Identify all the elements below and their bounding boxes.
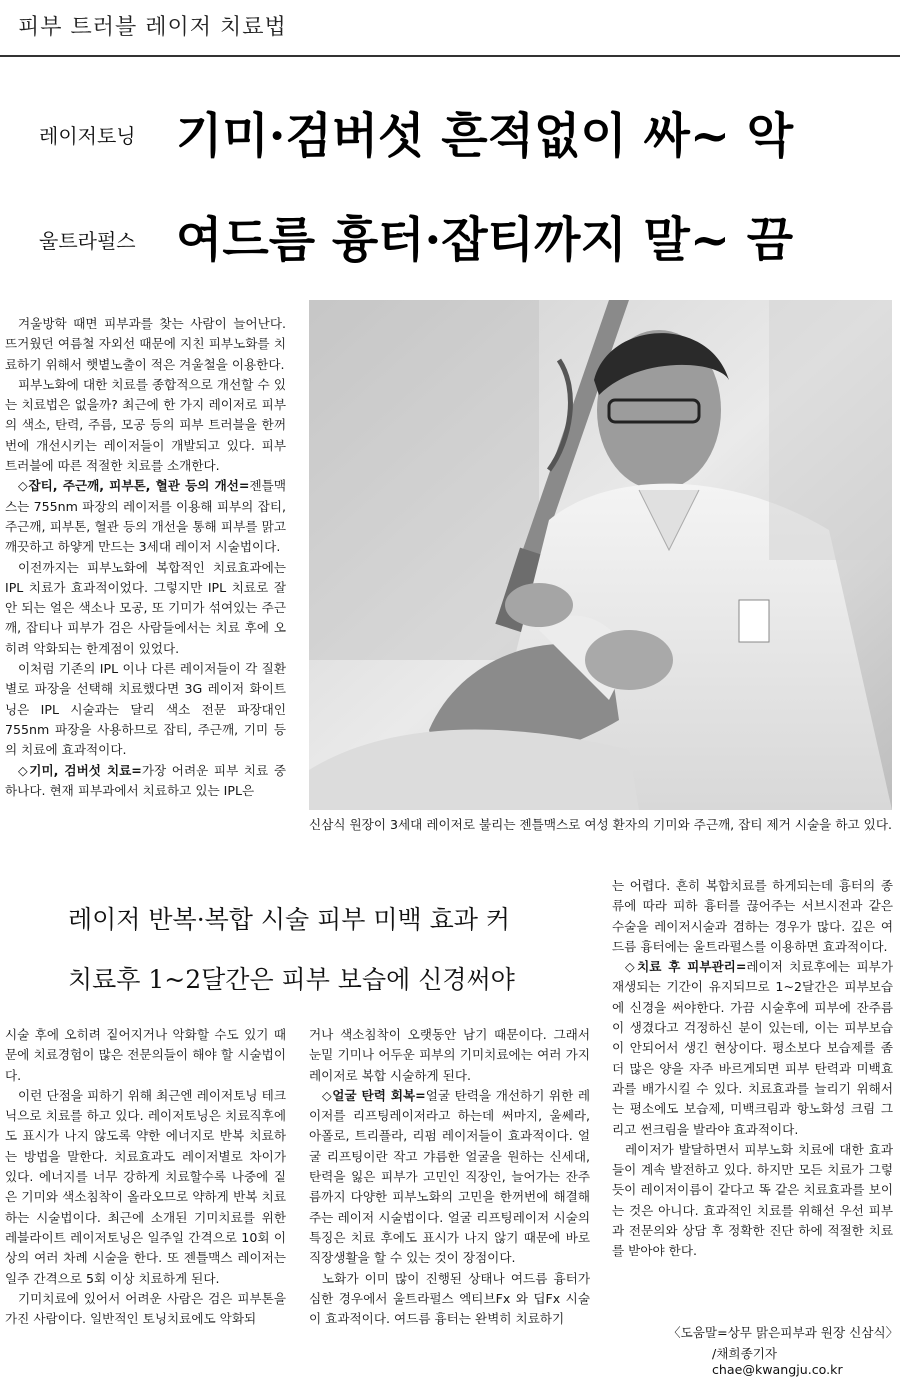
paragraph <box>612 957 893 1140</box>
paragraph-text: 레이저 치료후에는 피부가 재생되는 기간이 유지되므로 1~2달간은 피부보습에 신경을 써야한다. 가끔 시술후에 피부에 잔주름이 생겼다고 걱정하신 분이 있는데, 이는 피부보습이 안되어서 생긴 현상이다. 평소보다 보습제를 좀 더 많은 양을 자주 바르게되면 피부 탄력과 미백효과를 배가시킬 수 있다. 치료효과를 늘리기 위해서는 평소에도 보습제, 미백크림과 항노화성 크림 그리고 썬크림을 발라야 효과적이다. <box>612 959 894 1137</box>
paragraph: 이런 단점을 피하기 위해 최근엔 레이저토닝 테크닉으로 치료를 하고 있다. 레이저토닝은 치료직후에도 표시가 나지 않도록 약한 에너지로 반복 치료하는 방법을 말한다. 치료효과도 레이저별로 차이가 있다. 에너지를 너무 강하게 치료할수록 나중에 짙은 기미와 색소침착이 올라오므로 약하게 반복 치료하는 시술법이다. 최근에 소개된 기미치료를 위한 레블라이트 레이저토닝은 일주일 간격으로 10회 이상의 여러 차례 시술을 한다. 또 젠틀맥스 레이저는 일주 간격으로 5회 이상 치료하게 된다. <box>5 1087 286 1286</box>
article-photo <box>309 300 892 810</box>
paragraph: 이처럼 기존의 IPL 이나 다른 레이저들이 각 질환별로 파장을 선택해 치료했다면 3G 레이저 화이트닝은 IPL 시술과는 달리 색소 전문 파장대인 755nm 파장을 사용하므로 잡티, 주근깨, 기미 등의 치료에 효과적이다. <box>5 661 286 758</box>
paragraph: 시술 후에 오히려 짙어지거나 악화할 수도 있기 때문에 치료경험이 많은 전문의들이 해야 할 시술법이다. <box>5 1027 286 1083</box>
article-column-3 <box>309 1025 590 1329</box>
paragraph: 거나 색소침착이 오랫동안 남기 때문이다. 그래서 눈밑 기미나 어두운 피부의 기미치료에는 여러 가지 레이저로 복합 시술하게 된다. <box>309 1027 590 1083</box>
paragraph <box>309 1086 590 1269</box>
paragraph-text: 얼굴 탄력을 개선하기 위한 레이저를 리프팅레이저라고 하는데 써마지, 울쎄라, 아폴로, 트리플라, 리펌 레이저들이 효과적이다. 얼굴 리프팅이란 작고 갸름한 얼굴을 원하는 신세대, 탄력을 잃은 피부가 고민인 직장인, 늘어가는 잔주름까지 다양한 피부노화의 고민을 한꺼번에 해결해 주는 레이저 시술법이다. 얼굴 리프팅레이저 시술의 특징은 치료 후에도 표시가 나지 않기 때문에 바로 직장생활을 할 수 있는 것이 장점이다. <box>309 1087 591 1266</box>
article-column-2 <box>5 1025 286 1329</box>
paragraph-text: 젠틀맥스는 755nm 파장의 레이저를 이용해 피부의 잡티, 주근깨, 피부톤, 혈관 등의 개선을 통해 피부를 맑고 깨끗하고 하얗게 만드는 3세대 레이저 시술법이다. <box>5 478 286 555</box>
paragraph: 기미치료에 있어서 어려운 사람은 검은 피부톤을 가진 사람이다. 일반적인 토닝치료에도 악화되 <box>5 1290 286 1327</box>
photo-caption: 신삼식 원장이 3세대 레이저로 불리는 젠틀맥스로 여성 환자의 기미와 주근깨, 잡티 제거 시술을 하고 있다. <box>309 817 893 832</box>
paragraph-text: 가장 어려운 피부 치료 중 하나다. 현재 피부과에서 치료하고 있는 IPL은 <box>5 762 286 798</box>
headline-2: 여드름 흉터·잡티까지 말~ 끔 <box>176 212 794 268</box>
paragraph: 겨울방학 때면 피부과를 찾는 사람이 늘어난다. 뜨거웠던 여름철 자외선 때문에 지친 피부노화를 치료하기 위해서 햇볕노출이 적은 겨울철을 이용한다. <box>5 316 286 372</box>
paragraph: 이전까지는 피부노화에 복합적인 치료효과에는 IPL 치료가 효과적이었다. 그렇지만 IPL 치료로 잘 안 되는 얼은 색소나 모공, 또 기미가 섞여있는 주근깨, 잡티나 피부가 검은 사람들에서는 치료 후에 오히려 악화되는 한계점이 있었다. <box>5 559 286 656</box>
article-column-1 <box>5 314 286 801</box>
paragraph: 피부노화에 대한 치료를 종합적으로 개선할 수 있는 치료법은 없을까? 최근에 한 가지 레이저로 피부의 색소, 탄력, 주름, 모공 등의 피부 트러블을 한꺼번에 개선시키는 레이저들이 개발되고 있다. 피부 트러블에 따른 적절한 치료를 소개한다. <box>5 376 286 474</box>
paragraph: 레이저가 발달하면서 피부노화 치료에 대한 효과들이 계속 발전하고 있다. 하지만 모든 치료가 그렇듯이 레이저이름이 같다고 똑 같은 치료효과를 보이는 것은 아니다. 효과적인 치료를 위해선 우선 피부과 전문의와 상담 후 정확한 진단 하에 적절한 치료를 받아야 한다. <box>612 1141 893 1259</box>
subsection-lead: ◇잡티, 주근깨, 피부톤, 혈관 등의 개선= <box>18 478 250 494</box>
subhead-1: 레이저 반복·복합 시술 피부 미백 효과 커 <box>68 905 511 934</box>
paragraph: 노화가 이미 많이 진행된 상태나 여드름 흉터가 심한 경우에서 울트라펄스 엑티브Fx 와 딥Fx 시술이 효과적이다. 여드름 흉터는 완벽히 치료하기 <box>309 1270 590 1327</box>
subhead-2: 치료후 1~2달간은 피부 보습에 신경써야 <box>68 965 515 994</box>
headline-kicker-2: 울트라펄스 <box>39 229 136 253</box>
reporter-credit: /채희종기자 chae@kwangju.co.kr <box>712 1346 843 1377</box>
section-label: 피부 트러블 레이저 치료법 <box>18 15 287 40</box>
article-column-4 <box>612 876 893 1262</box>
subsection-lead: ◇치료 후 피부관리= <box>625 959 747 975</box>
subsection-lead: ◇기미, 검버섯 치료= <box>18 762 142 778</box>
headline-1: 기미·검버섯 흔적없이 싸~ 악 <box>176 108 794 164</box>
headline-kicker-1: 레이저토닝 <box>39 124 136 148</box>
section-divider <box>0 55 900 57</box>
advice-credit: 〈도움말=상무 맑은피부과 원장 신삼식〉 <box>668 1325 899 1340</box>
subsection-lead: ◇얼굴 탄력 회복= <box>322 1087 426 1103</box>
paragraph: 는 어렵다. 흔히 복합치료를 하게되는데 흉터의 종류에 따라 피하 흉터를 끊어주는 서브시전과 같은 수술을 레이저시술과 겸하는 경우가 많다. 깊은 여드름 흉터에는 울트라펄스를 이용하면 효과적이다. <box>612 878 893 954</box>
paragraph <box>5 476 286 557</box>
paragraph <box>5 761 286 802</box>
